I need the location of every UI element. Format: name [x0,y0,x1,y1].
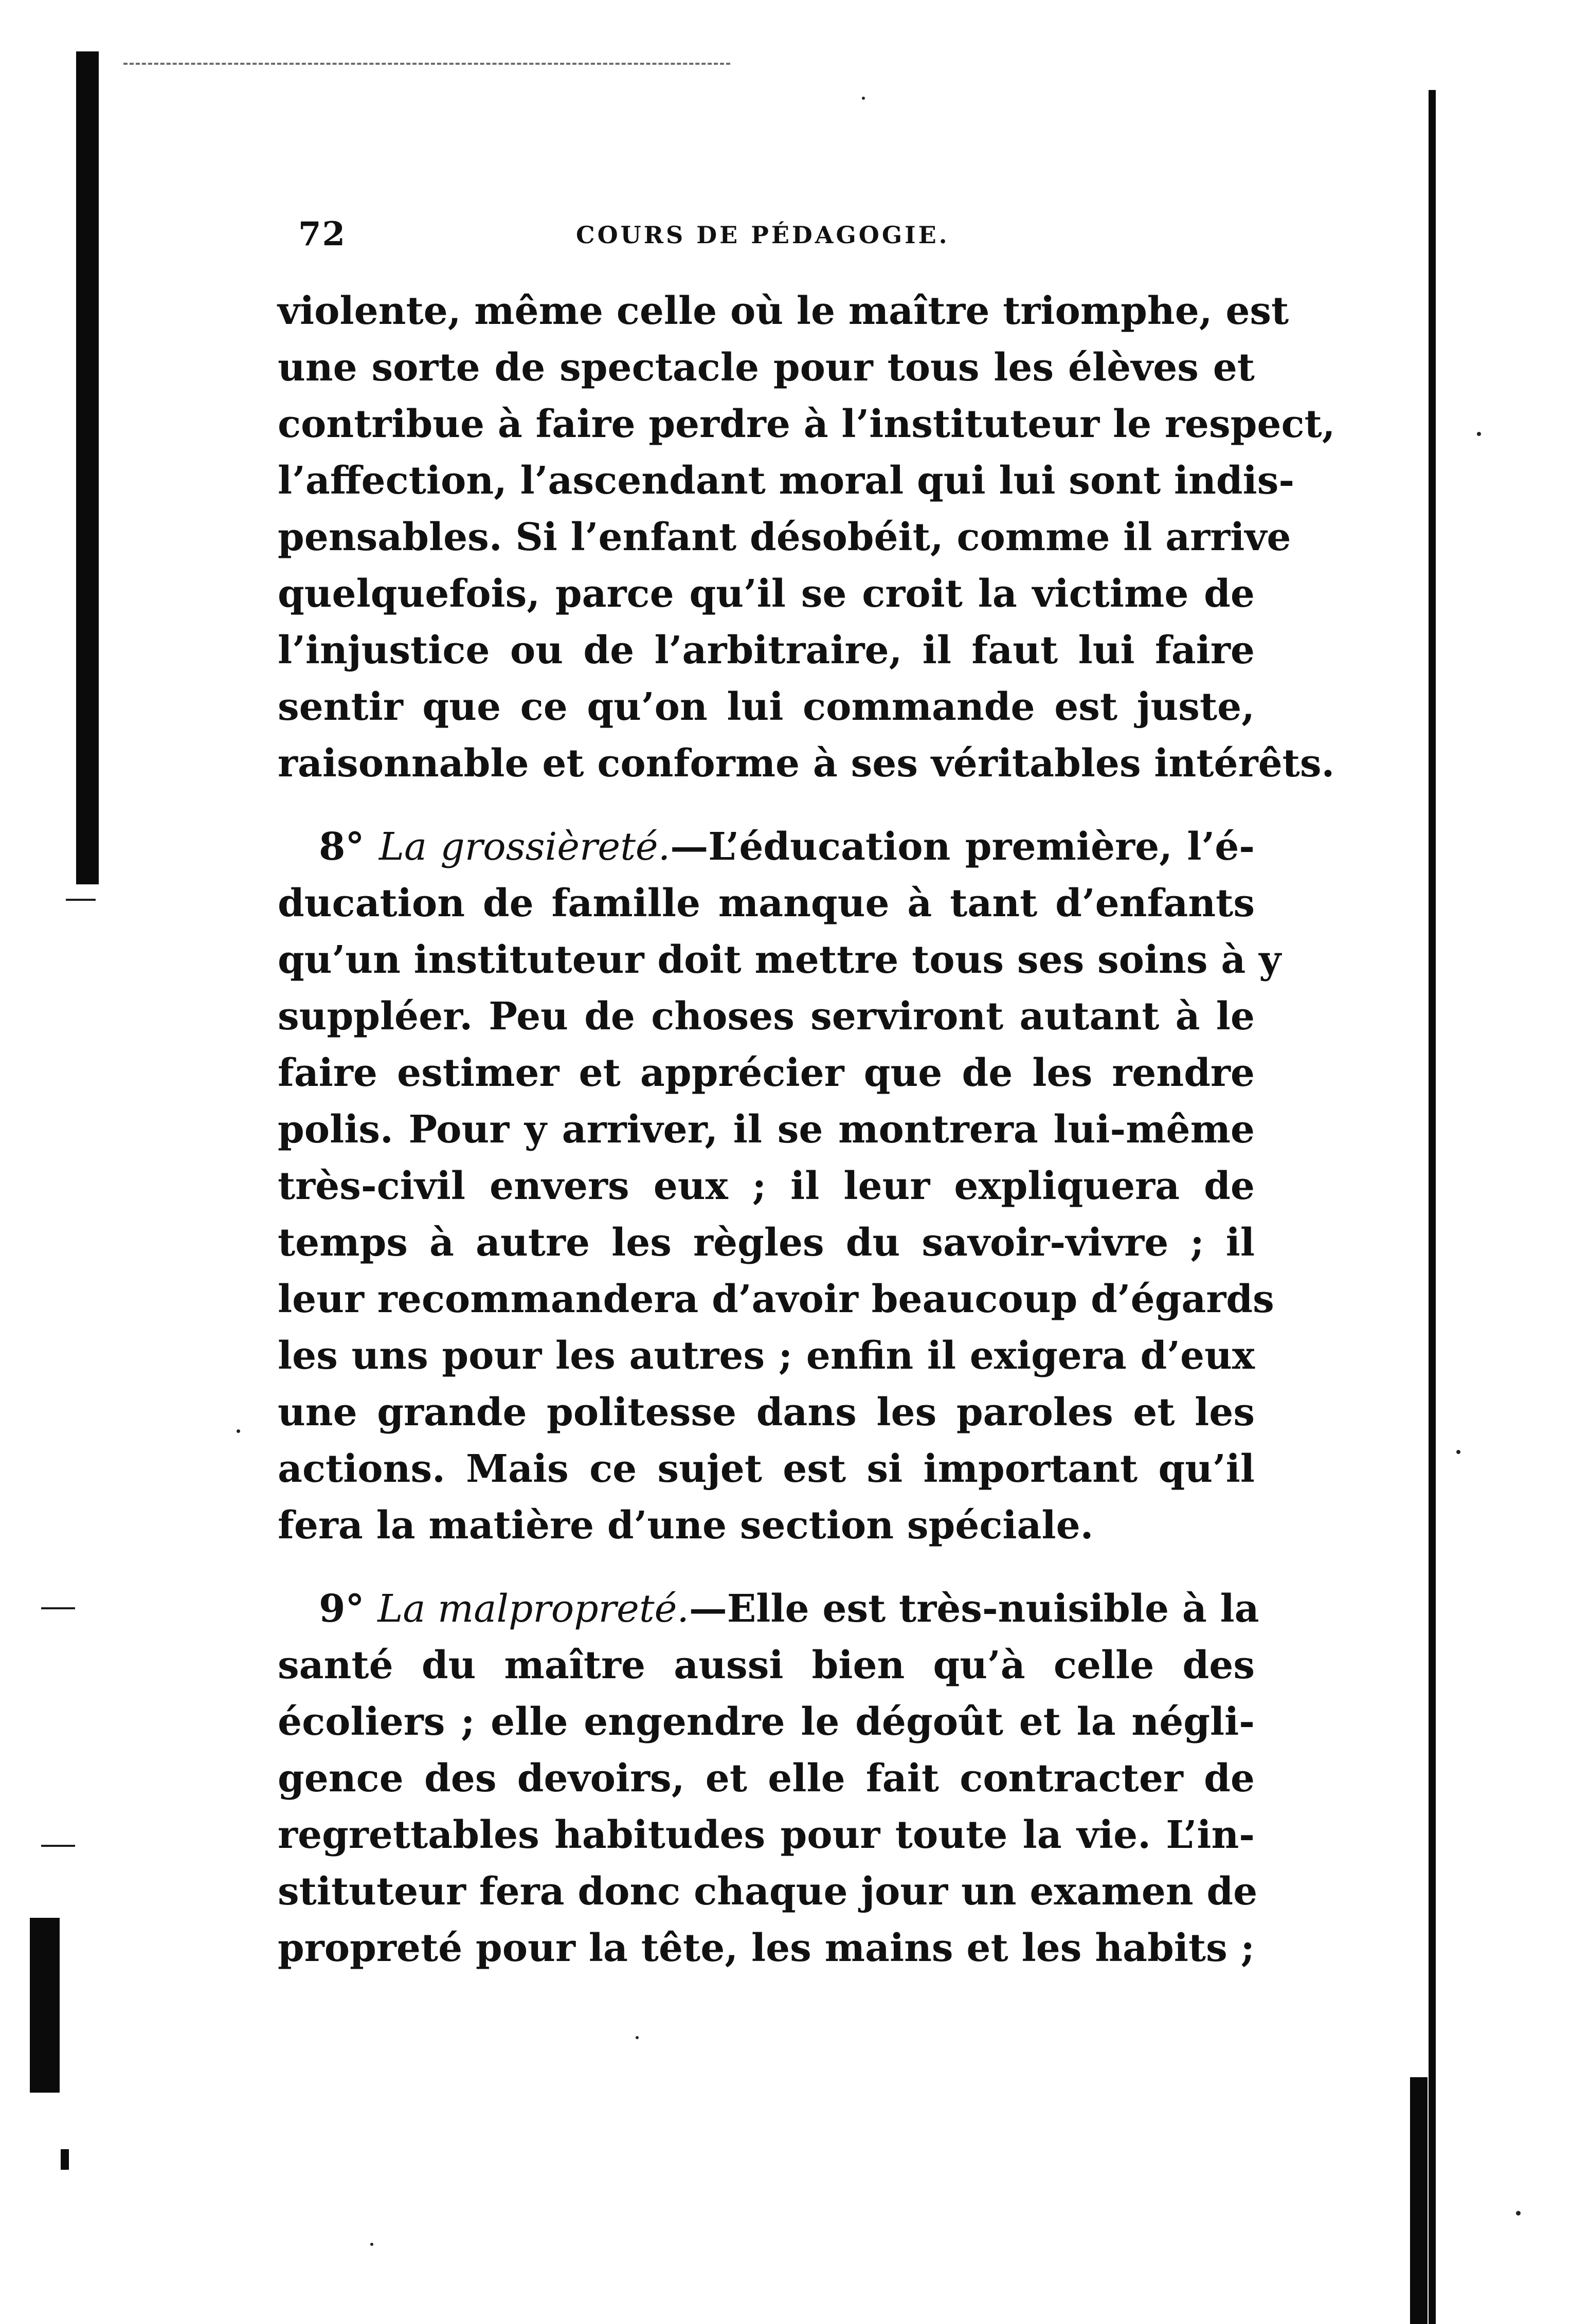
scan-speck [636,2036,639,2039]
scan-right-margin-bar [1429,90,1436,2324]
section-9-first-line [278,1581,1259,1637]
scan-left-margin-bar [76,51,99,884]
text-line: sentir que ce qu’on lui commande est juste, [278,685,1255,729]
text-line: contribue à faire perdre à l’instituteur le respect, [278,402,1335,446]
text-line: leur recommandera d’avoir beaucoup d’égards [278,1277,1274,1321]
text-line: temps à autre les règles du savoir-vivre ; il [278,1221,1255,1265]
text-line: regrettables habitudes pour toute la vie. L’in- [278,1813,1255,1857]
scan-speck [1456,1450,1460,1454]
text-line: santé du maître aussi bien qu’à celle des [278,1643,1255,1687]
section-8-paragraph [278,819,1281,1554]
text-line: une grande politesse dans les paroles et les [278,1390,1255,1435]
text-line: qu’un instituteur doit mettre tous ses soins à y [278,938,1281,982]
scan-speck [862,97,865,100]
scan-speck [1477,432,1481,436]
text-line: raisonnable et conforme à ses véritables intérêts. [278,741,1335,786]
scan-margin-tick [41,1845,75,1847]
text-line: pensables. Si l’enfant désobéit, comme il arrive [278,515,1291,559]
scan-speck [370,2243,373,2246]
scan-speck [1516,2211,1521,2216]
text-line: actions. Mais ce sujet est si important qu’il [278,1447,1255,1491]
text-line: ducation de famille manque à tant d’enfants [278,881,1255,925]
text-line: suppléer. Peu de choses serviront autant à le [278,994,1255,1039]
text-line: très-civil envers eux ; il leur expliquera de [278,1164,1255,1208]
paragraph-continued [278,283,1335,792]
scan-margin-tick [66,899,96,901]
section-8-first-line [278,819,1255,875]
section-8-heading: La grossièreté. [378,825,671,869]
running-head [298,215,1286,261]
section-9-heading: La malpropreté. [377,1587,689,1631]
section-9-first-line-text: —Elle est très-nuisible à la [689,1587,1259,1631]
body-text [278,283,1335,1976]
page-number: 72 [298,215,347,253]
scan-left-lower-bar [30,1918,60,2093]
text-line: quelquefois, parce qu’il se croit la victime de [278,572,1255,616]
scan-left-lower-fragment [61,2149,69,2170]
scan-speck [237,1429,240,1433]
text-line: violente, même celle où le maître triomphe, est [278,289,1289,333]
text-line: l’injustice ou de l’arbitraire, il faut lui faire [278,628,1255,673]
section-8-first-line-text: —L’éducation première, l’é- [670,825,1255,869]
text-line: gence des devoirs, et elle fait contracter de [278,1756,1255,1801]
section-9-number: 9° [319,1587,365,1631]
text-line: polis. Pour y arriver, il se montrera lui-même [278,1107,1255,1152]
paragraph-gap [278,792,1255,819]
text-line: stituteur fera donc chaque jour un examen de [278,1869,1258,1914]
text-line: une sorte de spectacle pour tous les élèves et [278,346,1255,390]
scan-right-lower-bar [1410,2077,1428,2324]
text-line: écoliers ; elle engendre le dégoût et la négli- [278,1700,1255,1744]
text-line: faire estimer et apprécier que de les rendre [278,1051,1255,1095]
paragraph-gap [278,1554,1255,1581]
scan-margin-tick [41,1607,75,1609]
running-title: COURS DE PÉDAGOGIE. [576,221,950,249]
section-8-number: 8° [319,825,365,869]
text-line: l’affection, l’ascendant moral qui lui sont indis- [278,459,1295,503]
text-line: propreté pour la tête, les mains et les habits ; [278,1926,1255,1970]
text-line: les uns pour les autres ; enfin il exigera d’eux [278,1334,1255,1378]
scan-top-dashed-line [123,63,730,65]
text-line: fera la matière d’une section spéciale. [278,1503,1094,1548]
section-9-paragraph [278,1581,1259,1976]
